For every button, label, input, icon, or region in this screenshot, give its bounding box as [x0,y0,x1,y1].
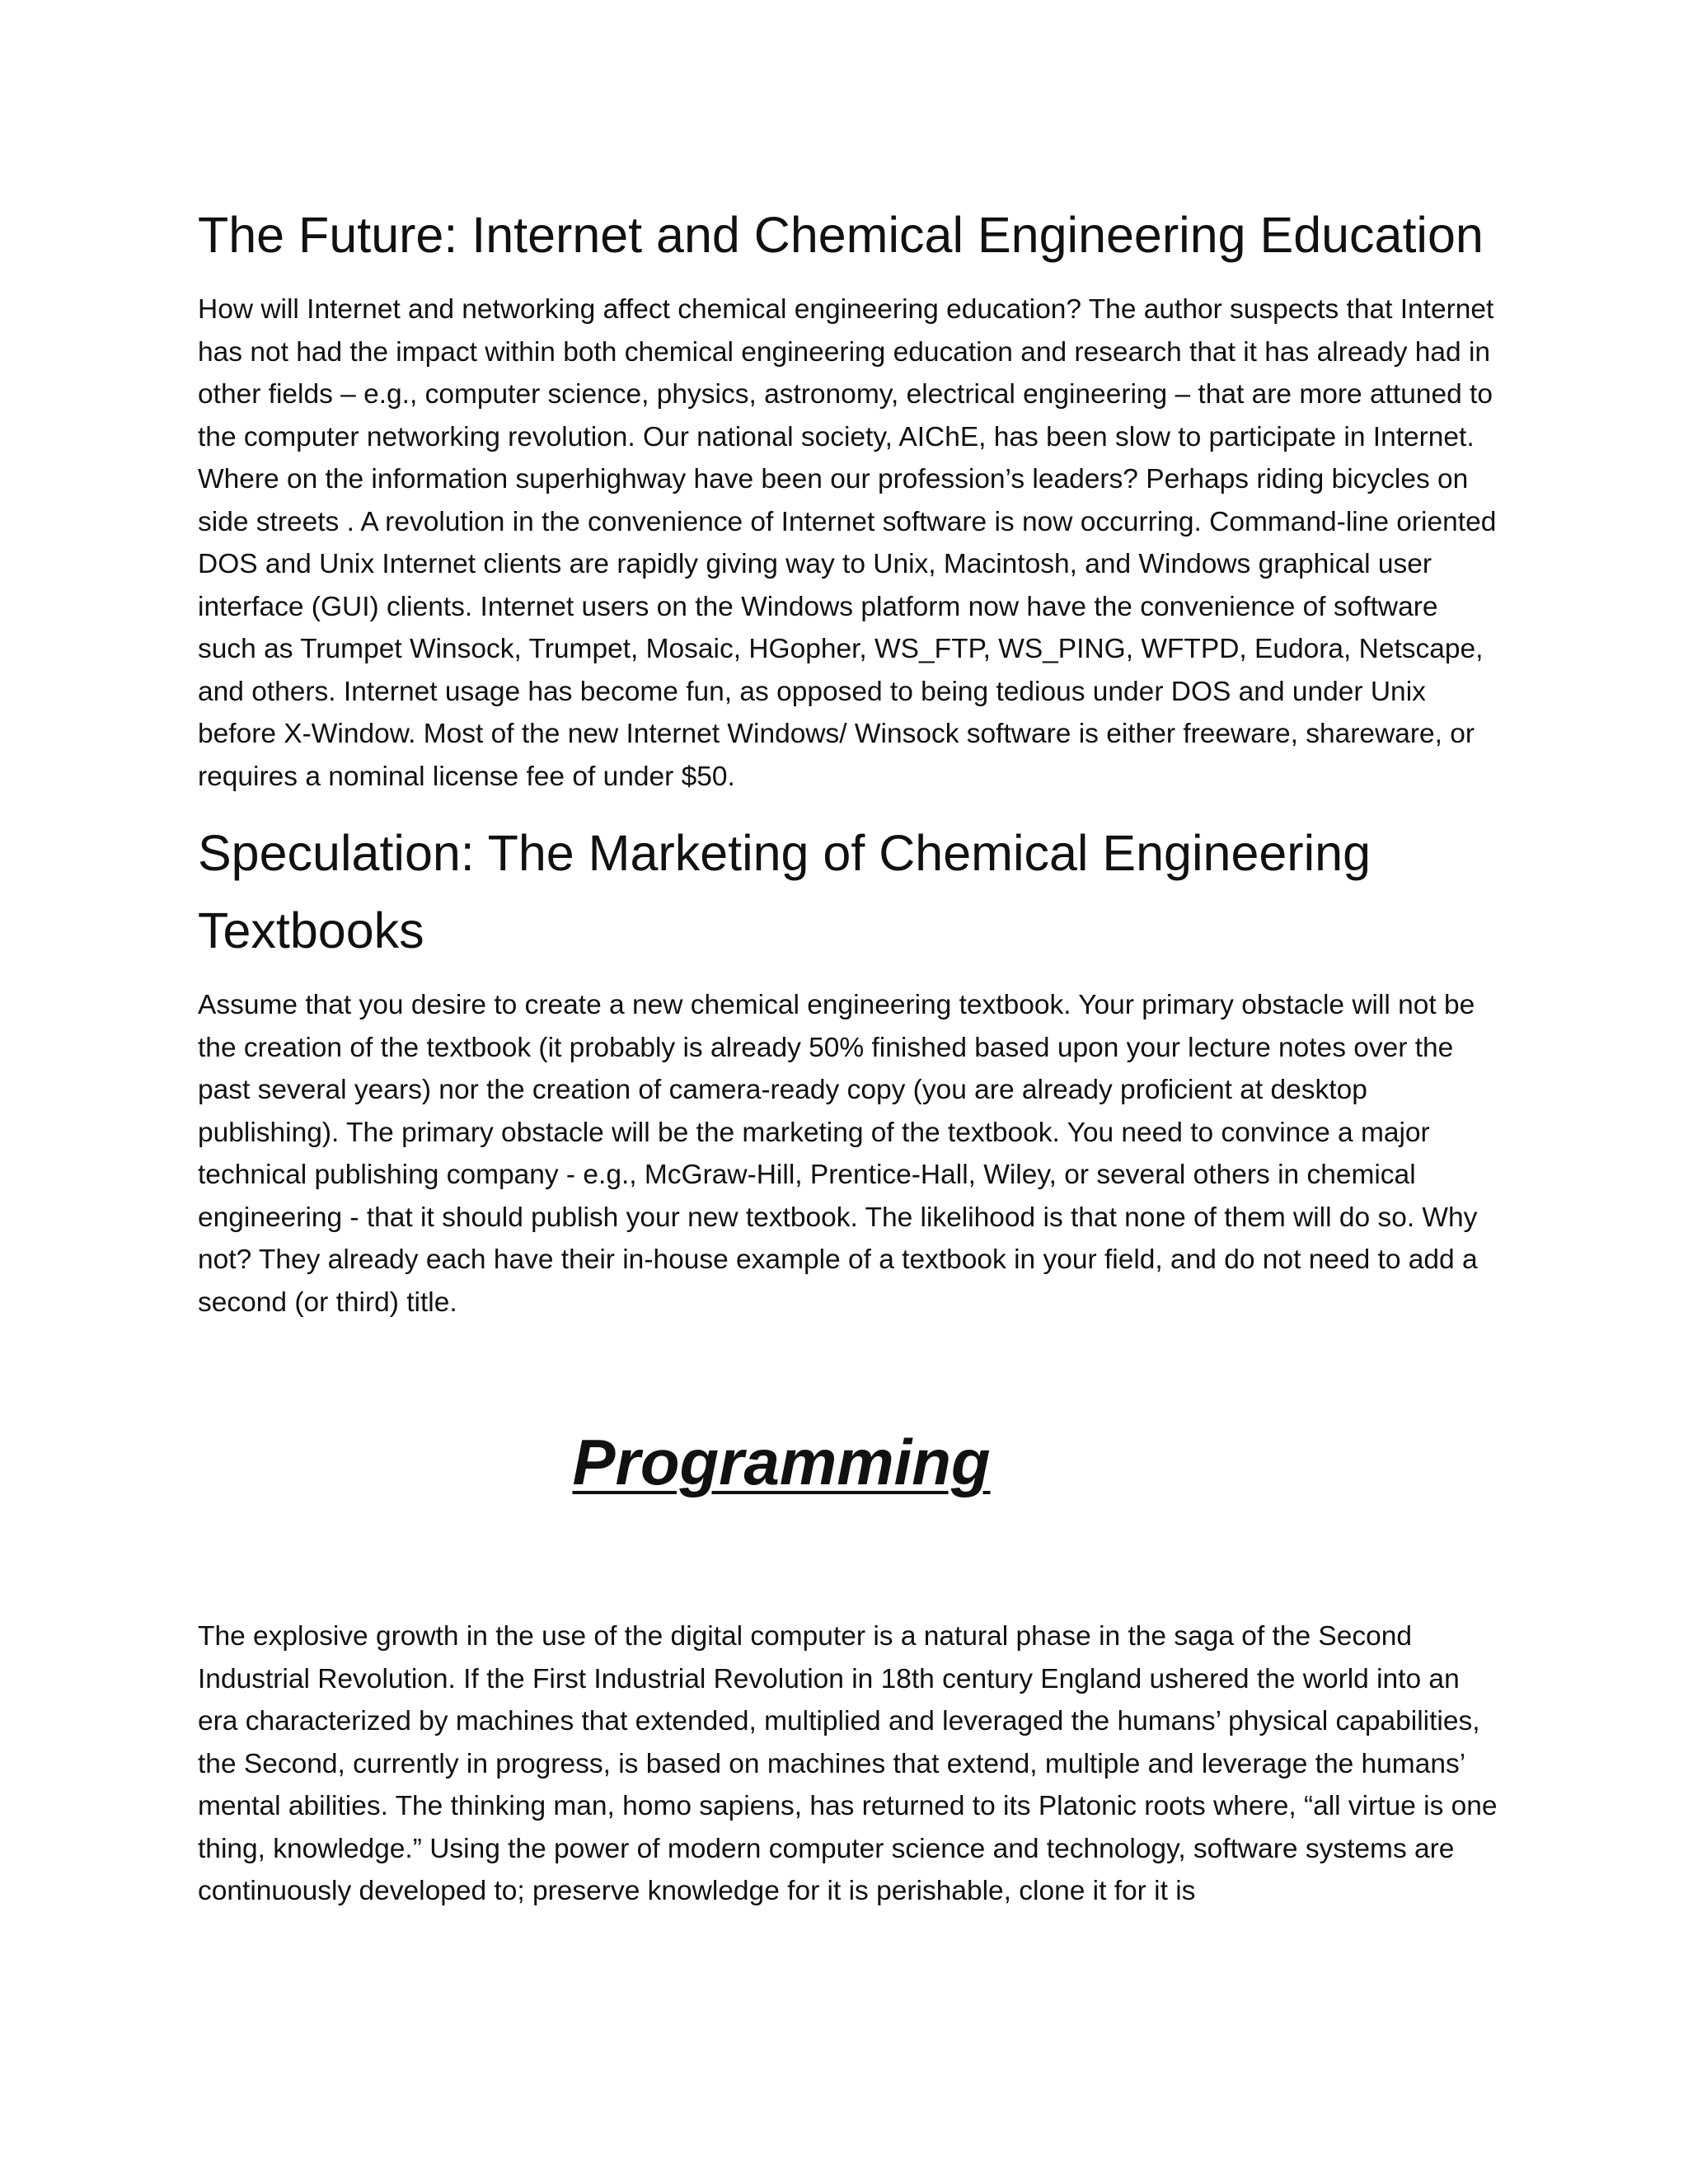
paragraph-textbook-marketing: Assume that you desire to create a new chemical engineering textbook. Your primary obstacle will not be the creation of the textbook (it probably is already 50% finished based upon your lecture notes over the past several years) nor the creation of camera-ready copy (you are already proficient at desktop publishing). The primary obstacle will be the marketing of the textbook. You need to convince a major technical publishing company - e.g., McGraw-Hill, Prentice-Hall, Wiley, or several others in chemical engineering - that it should publish your new textbook. The likelihood is that none of them will do so. Why not? They already each have their in-house example of a textbook in your field, and do not need to add a second (or third) title. [198,990,1478,1318]
page-content [198,196,1500,1913]
paragraph-programming: The explosive growth in the use of the digital computer is a natural phase in the saga of the Second Industrial Revolution. If the First Industrial Revolution in 18th century England ushered the world into an era characterized by machines that extended, multiplied and leveraged the humans’ physical capabilities, the Second, currently in progress, is based on machines that extend, multiple and leverage the humans’ mental abilities. The thinking man, homo sapiens, has returned to its Platonic roots where, “all virtue is one thing, knowledge.” Using the power of modern computer science and technology, software systems are continuously developed to; preserve knowledge for it is perishable, clone it for it is [198,1621,1498,1906]
section-heading-textbook-marketing: Speculation: The Marketing of Chemical Engineering Textbooks [198,825,1372,958]
section-heading-internet-education: The Future: Internet and Chemical Engineering Education [198,207,1484,263]
programming-title-block [198,1421,1500,1503]
programming-title: Programming [572,1426,991,1498]
paragraph-internet-education: How will Internet and networking affect chemical engineering education? The author suspects that Internet has not had the impact within both chemical engineering education and research that it has already had in other fields – e.g., computer science, physics, astronomy, electrical engineering – that are more attuned to the computer networking revolution. Our national society, AIChE, has been slow to participate in Internet. Where on the information superhighway have been our profession’s leaders? Perhaps riding bicycles on side streets . A revolution in the convenience of Internet software is now occurring. Command-line oriented DOS and Unix Internet clients are rapidly giving way to Unix, Macintosh, and Windows graphical user interface (GUI) clients. Internet users on the Windows platform now have the convenience of software such as Trumpet Winsock, Trumpet, Mosaic, HGopher, WS_FTP, WS_PING, WFTPD, Eudora, Netscape, and others. Internet usage has become fun, as opposed to being tedious under DOS and under Unix before X-Window. Most of the new Internet Windows/ Winsock software is either freeware, shareware, or requires a nominal license fee of under $50. [198,294,1497,792]
